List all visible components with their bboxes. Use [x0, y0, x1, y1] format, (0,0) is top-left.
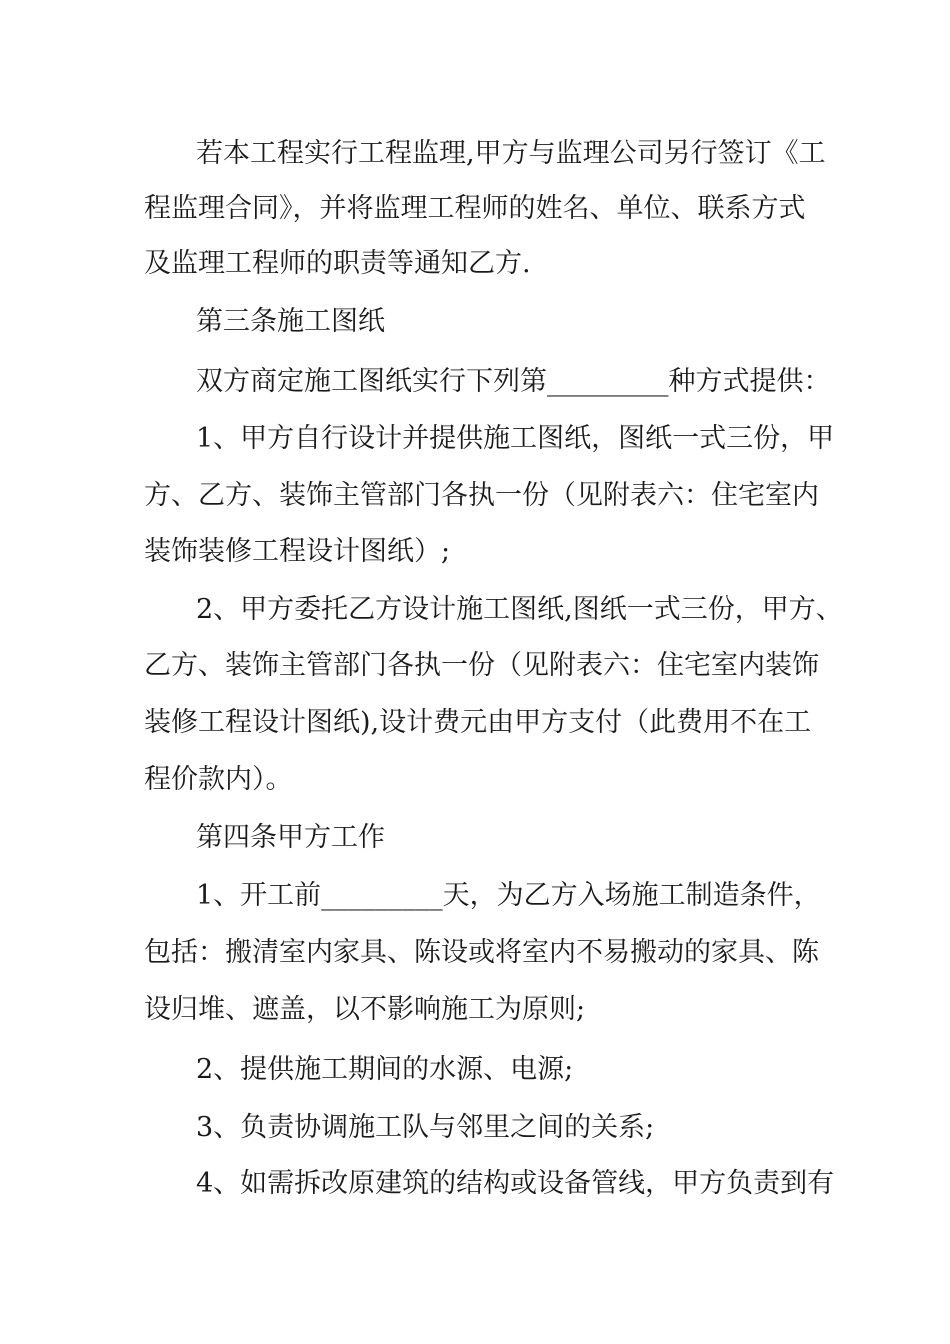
list-item-line: 装饰装修工程设计图纸）;: [144, 536, 451, 567]
list-item-line: 2、提供施工期间的水源、电源;: [196, 1054, 574, 1085]
paragraph-line: 及监理工程师的职责等通知乙方.: [144, 248, 531, 279]
list-item-line: 包括：搬清室内家具、陈设或将室内不易搬动的家具、陈: [144, 937, 819, 968]
paragraph-line: 双方商定施工图纸实行下列第_________种方式提供：: [196, 366, 831, 397]
list-item-line: 2、甲方委托乙方设计施工图纸,图纸一式三份，甲方、: [196, 594, 843, 625]
list-item-line: 4、如需拆改原建筑的结构或设备管线，甲方负责到有: [196, 1168, 835, 1199]
list-item-line: 程价款内）。: [144, 764, 293, 795]
list-item-line: 乙方、装饰主管部门各执一份（见附表六：住宅室内装饰: [144, 650, 819, 681]
paragraph-line: 程监理合同》，并将监理工程师的姓名、单位、联系方式: [144, 193, 806, 224]
section-heading: 第三条施工图纸: [196, 306, 385, 337]
list-item-line: 方、乙方、装饰主管部门各执一份（见附表六：住宅室内: [144, 480, 819, 511]
list-item-line: 装修工程设计图纸),设计费元由甲方支付（此费用不在工: [144, 707, 812, 738]
list-item-line: 1、甲方自行设计并提供施工图纸，图纸一式三份，甲: [196, 423, 835, 454]
list-item-line: 3、负责协调施工队与邻里之间的关系;: [196, 1112, 655, 1143]
list-item-line: 1、开工前_________天，为乙方入场施工制造条件，: [196, 880, 821, 911]
list-item-line: 设归堆、遮盖，以不影响施工为原则;: [144, 994, 586, 1025]
section-heading: 第四条甲方工作: [196, 822, 385, 853]
paragraph-line: 若本工程实行工程监理,甲方与监理公司另行签订《工: [196, 138, 826, 169]
